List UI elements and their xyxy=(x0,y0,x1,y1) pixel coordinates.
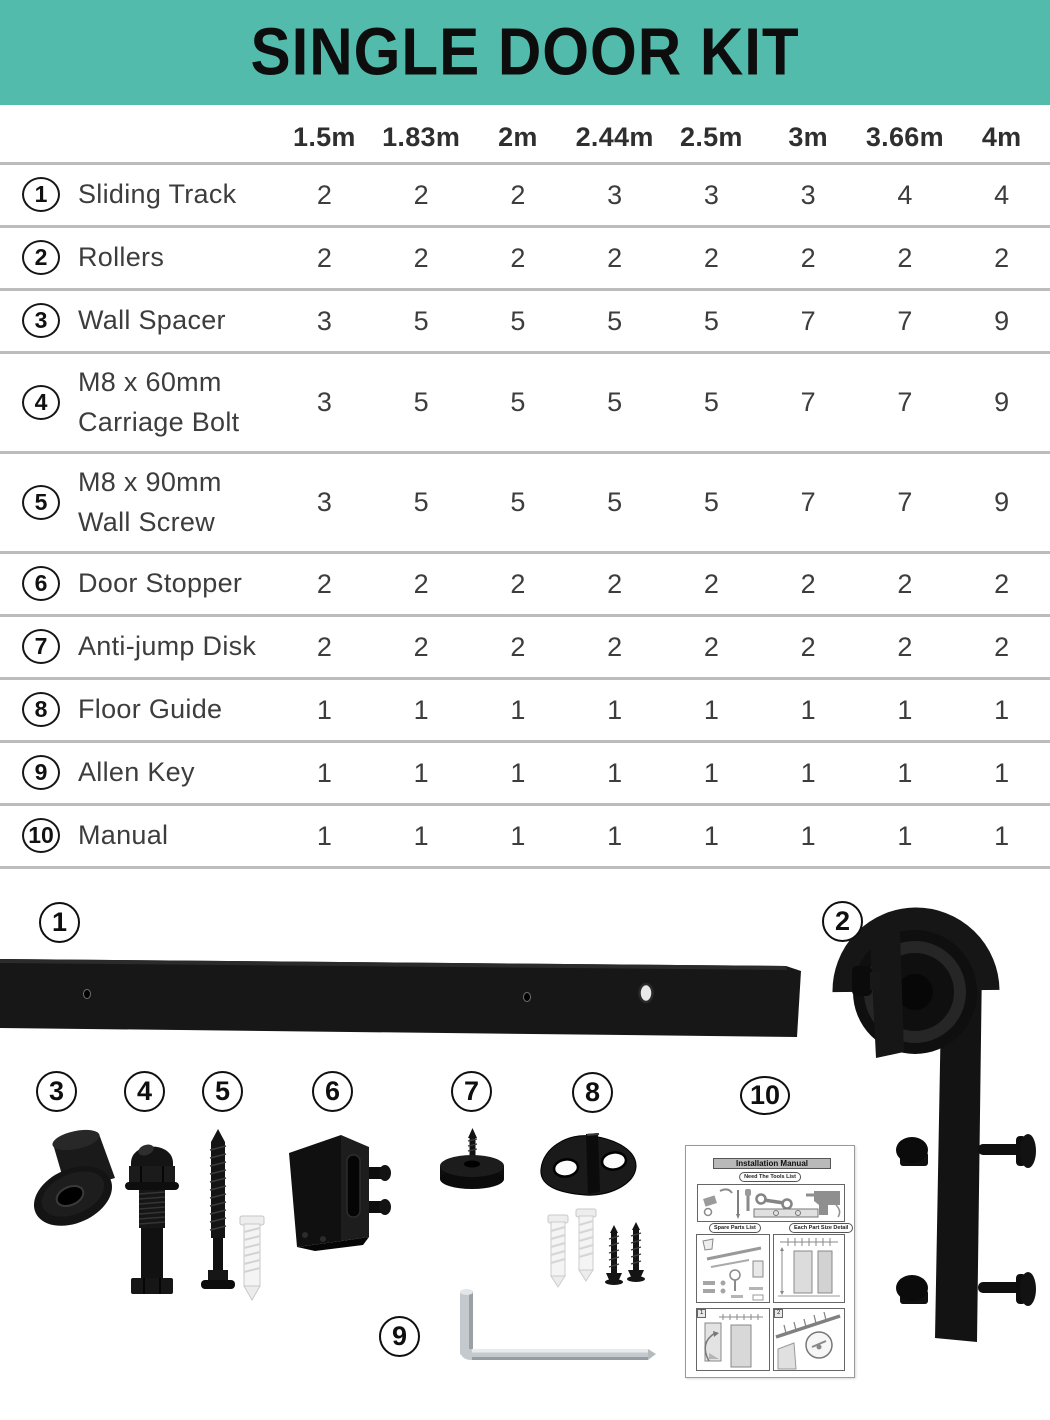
size-column-header: 2m xyxy=(498,122,538,152)
quantity-cell: 2 xyxy=(800,568,816,599)
row-number-badge: 2 xyxy=(22,240,60,275)
manual-tools-pill: Need The Tools List xyxy=(739,1172,801,1182)
manual-step-2-tag: 2 xyxy=(774,1309,783,1318)
manual-title-bar xyxy=(713,1158,831,1169)
wall-spacer-image xyxy=(25,1130,130,1225)
floor-guide-image xyxy=(535,1125,653,1297)
page-title: SINGLE DOOR KIT xyxy=(250,15,800,90)
anti-jump-disk-image xyxy=(435,1128,510,1190)
part-label-8: 8 xyxy=(572,1072,613,1113)
quantity-cell: 5 xyxy=(413,387,429,417)
part-label-5: 5 xyxy=(202,1071,243,1112)
part-label-10: 10 xyxy=(740,1076,790,1115)
quantity-cell: 7 xyxy=(897,387,913,417)
quantity-cell: 3 xyxy=(316,487,332,517)
quantity-cell: 2 xyxy=(994,568,1010,599)
row-label xyxy=(78,816,168,855)
quantity-cell: 2 xyxy=(510,631,526,662)
row-label xyxy=(78,363,239,441)
quantity-cell: 1 xyxy=(994,820,1010,851)
carriage-bolt-image xyxy=(122,1135,188,1300)
quantity-cell: 7 xyxy=(897,305,913,336)
manual-size-detail-pill: Each Part Size Detail xyxy=(789,1223,853,1233)
parts-diagram xyxy=(0,875,1050,1420)
row-label xyxy=(78,463,222,541)
row-number-badge: 9 xyxy=(22,755,60,790)
row-label xyxy=(78,175,236,214)
quantity-cell: 1 xyxy=(800,757,816,788)
floor-guide-screw-1 xyxy=(605,1225,623,1285)
allen-key-image xyxy=(450,1285,660,1370)
wall-screw-image xyxy=(200,1128,270,1306)
floor-guide-screw-2 xyxy=(627,1222,645,1282)
table-row xyxy=(0,677,1050,740)
quantity-cell: 1 xyxy=(994,757,1010,788)
quantity-cell: 2 xyxy=(994,631,1010,662)
quantity-cell: 1 xyxy=(607,820,623,851)
part-label-3: 3 xyxy=(36,1071,77,1112)
quantity-cell: 2 xyxy=(703,242,719,273)
quantity-cell: 2 xyxy=(800,242,816,273)
quantity-cell: 3 xyxy=(703,179,719,210)
manual-spare-parts-pill: Spare Parts List xyxy=(709,1223,761,1233)
table-row xyxy=(0,162,1050,225)
quantity-cell: 2 xyxy=(703,568,719,599)
manual-step-1-tag: 1 xyxy=(697,1309,706,1318)
row-label-line1: Sliding Track xyxy=(78,179,237,210)
row-label-line1: Allen Key xyxy=(78,757,195,788)
table-row xyxy=(0,288,1050,351)
row-label-line1: Door Stopper xyxy=(78,568,243,599)
quantity-cell: 5 xyxy=(510,387,526,417)
quantity-cell: 5 xyxy=(510,305,526,336)
quantity-cell: 2 xyxy=(413,631,429,662)
sliding-track-image xyxy=(0,953,805,1043)
quantity-cell: 5 xyxy=(510,487,526,517)
size-column-header: 3.66m xyxy=(865,122,944,152)
row-label xyxy=(78,753,195,792)
row-label-cell xyxy=(0,175,276,214)
row-number-badge: 6 xyxy=(22,566,60,601)
row-label-line2: Wall Screw xyxy=(78,506,216,537)
row-number-badge: 1 xyxy=(22,177,60,212)
quantity-cell: 2 xyxy=(413,179,429,210)
manual-step-1-box xyxy=(696,1308,770,1371)
quantity-cell: 5 xyxy=(413,305,429,336)
quantity-cell: 2 xyxy=(316,631,332,662)
roller-image xyxy=(850,900,1050,1350)
quantity-cell: 2 xyxy=(607,631,623,662)
quantity-cell: 1 xyxy=(897,694,913,725)
table-row xyxy=(0,551,1050,614)
quantity-cell: 4 xyxy=(897,179,913,210)
quantity-cell: 1 xyxy=(413,757,429,788)
quantity-cell: 7 xyxy=(800,387,816,417)
part-label-2: 2 xyxy=(822,901,863,942)
quantity-cell: 2 xyxy=(316,242,332,273)
quantity-cell: 1 xyxy=(413,820,429,851)
quantity-cell: 2 xyxy=(897,568,913,599)
row-label xyxy=(78,564,242,603)
quantity-cell: 5 xyxy=(703,387,719,417)
row-label xyxy=(78,690,222,729)
row-label xyxy=(78,301,226,340)
quantity-cell: 3 xyxy=(316,387,332,417)
quantity-cell: 2 xyxy=(316,179,332,210)
row-number-badge: 3 xyxy=(22,303,60,338)
quantity-cell: 5 xyxy=(413,487,429,517)
size-column-header: 1.5m xyxy=(293,122,356,152)
quantity-cell: 9 xyxy=(994,305,1010,336)
row-label-line1: Wall Spacer xyxy=(78,305,226,336)
quantity-cell: 1 xyxy=(800,820,816,851)
quantity-cell: 1 xyxy=(510,757,526,788)
quantity-cell: 2 xyxy=(994,242,1010,273)
table-row xyxy=(0,225,1050,288)
row-label-line1: Manual xyxy=(78,820,169,851)
manual-spare-parts-box xyxy=(696,1234,770,1303)
quantity-cell: 2 xyxy=(510,568,526,599)
quantity-cell: 5 xyxy=(607,305,623,336)
part-label-1: 1 xyxy=(39,902,80,943)
quantity-cell: 7 xyxy=(800,487,816,517)
row-number-badge: 7 xyxy=(22,629,60,664)
row-number-badge: 10 xyxy=(22,818,60,853)
manual-step-2-box xyxy=(773,1308,845,1371)
quantity-cell: 7 xyxy=(800,305,816,336)
row-label-cell xyxy=(0,753,276,792)
row-label-cell xyxy=(0,463,276,541)
quantity-cell: 2 xyxy=(510,179,526,210)
quantity-cell: 1 xyxy=(994,694,1010,725)
quantity-cell: 9 xyxy=(994,387,1010,417)
wall-plug xyxy=(240,1216,264,1300)
part-label-7: 7 xyxy=(451,1071,492,1112)
row-label-cell xyxy=(0,238,276,277)
quantity-cell: 2 xyxy=(897,242,913,273)
row-number-badge: 8 xyxy=(22,692,60,727)
quantity-cell: 1 xyxy=(703,694,719,725)
quantity-cell: 2 xyxy=(607,242,623,273)
quantity-cell: 1 xyxy=(316,820,332,851)
quantity-cell: 2 xyxy=(316,568,332,599)
quantity-cell: 1 xyxy=(316,694,332,725)
quantity-cell: 5 xyxy=(703,487,719,517)
quantity-cell: 1 xyxy=(800,694,816,725)
quantity-cell: 1 xyxy=(413,694,429,725)
row-label-cell xyxy=(0,363,276,441)
part-label-4: 4 xyxy=(124,1071,165,1112)
row-label-line1: Anti-jump Disk xyxy=(78,631,257,662)
quantity-cell: 9 xyxy=(994,487,1010,517)
manual-size-detail-box xyxy=(773,1234,845,1303)
table-row xyxy=(0,614,1050,677)
manual-tools-illustration xyxy=(697,1184,845,1222)
size-column-header: 1.83m xyxy=(382,122,461,152)
quantity-cell: 1 xyxy=(510,694,526,725)
row-label xyxy=(78,627,256,666)
door-stopper-image xyxy=(285,1127,397,1247)
table-header-row xyxy=(0,105,1050,162)
row-label-line1: Floor Guide xyxy=(78,694,223,725)
row-label-line1: Rollers xyxy=(78,242,165,273)
spec-table xyxy=(0,105,1050,869)
row-label xyxy=(78,238,164,277)
quantity-cell: 1 xyxy=(607,757,623,788)
table-row xyxy=(0,351,1050,451)
row-label-line1: M8 x 90mm xyxy=(78,467,222,498)
floor-guide-plug-2 xyxy=(576,1209,596,1281)
size-column-header: 3m xyxy=(788,122,828,152)
quantity-cell: 2 xyxy=(413,568,429,599)
row-label-cell xyxy=(0,564,276,603)
quantity-cell: 4 xyxy=(994,179,1010,210)
quantity-cell: 1 xyxy=(607,694,623,725)
quantity-cell: 2 xyxy=(897,631,913,662)
quantity-cell: 5 xyxy=(703,305,719,336)
row-label-cell xyxy=(0,816,276,855)
quantity-cell: 3 xyxy=(607,179,623,210)
size-column-header: 2.5m xyxy=(680,122,743,152)
quantity-cell: 5 xyxy=(607,487,623,517)
quantity-cell: 1 xyxy=(897,820,913,851)
table-row xyxy=(0,803,1050,866)
quantity-cell: 1 xyxy=(316,757,332,788)
quantity-cell: 3 xyxy=(800,179,816,210)
size-column-header: 2.44m xyxy=(575,122,654,152)
table-row xyxy=(0,740,1050,803)
quantity-cell: 1 xyxy=(703,820,719,851)
manual-title: Installation Manual xyxy=(735,1159,808,1168)
quantity-cell: 5 xyxy=(607,387,623,417)
size-column-header: 4m xyxy=(981,122,1022,152)
row-label-cell xyxy=(0,301,276,340)
quantity-cell: 1 xyxy=(703,757,719,788)
quantity-cell: 1 xyxy=(510,820,526,851)
quantity-cell: 7 xyxy=(897,487,913,517)
row-label-cell xyxy=(0,690,276,729)
quantity-cell: 2 xyxy=(703,631,719,662)
quantity-cell: 3 xyxy=(316,305,332,336)
manual-page xyxy=(685,1145,855,1378)
table-row xyxy=(0,451,1050,551)
row-label-line2: Carriage Bolt xyxy=(78,406,240,437)
quantity-cell: 2 xyxy=(607,568,623,599)
part-label-9: 9 xyxy=(379,1316,420,1357)
part-label-6: 6 xyxy=(312,1071,353,1112)
floor-guide-plug-1 xyxy=(548,1215,568,1287)
quantity-cell: 2 xyxy=(413,242,429,273)
quantity-cell: 1 xyxy=(897,757,913,788)
header-banner xyxy=(0,0,1050,105)
row-number-badge: 5 xyxy=(22,485,60,520)
quantity-cell: 2 xyxy=(800,631,816,662)
row-label-line1: M8 x 60mm xyxy=(78,367,222,398)
quantity-cell: 2 xyxy=(510,242,526,273)
row-number-badge: 4 xyxy=(22,385,60,420)
row-label-cell xyxy=(0,627,276,666)
